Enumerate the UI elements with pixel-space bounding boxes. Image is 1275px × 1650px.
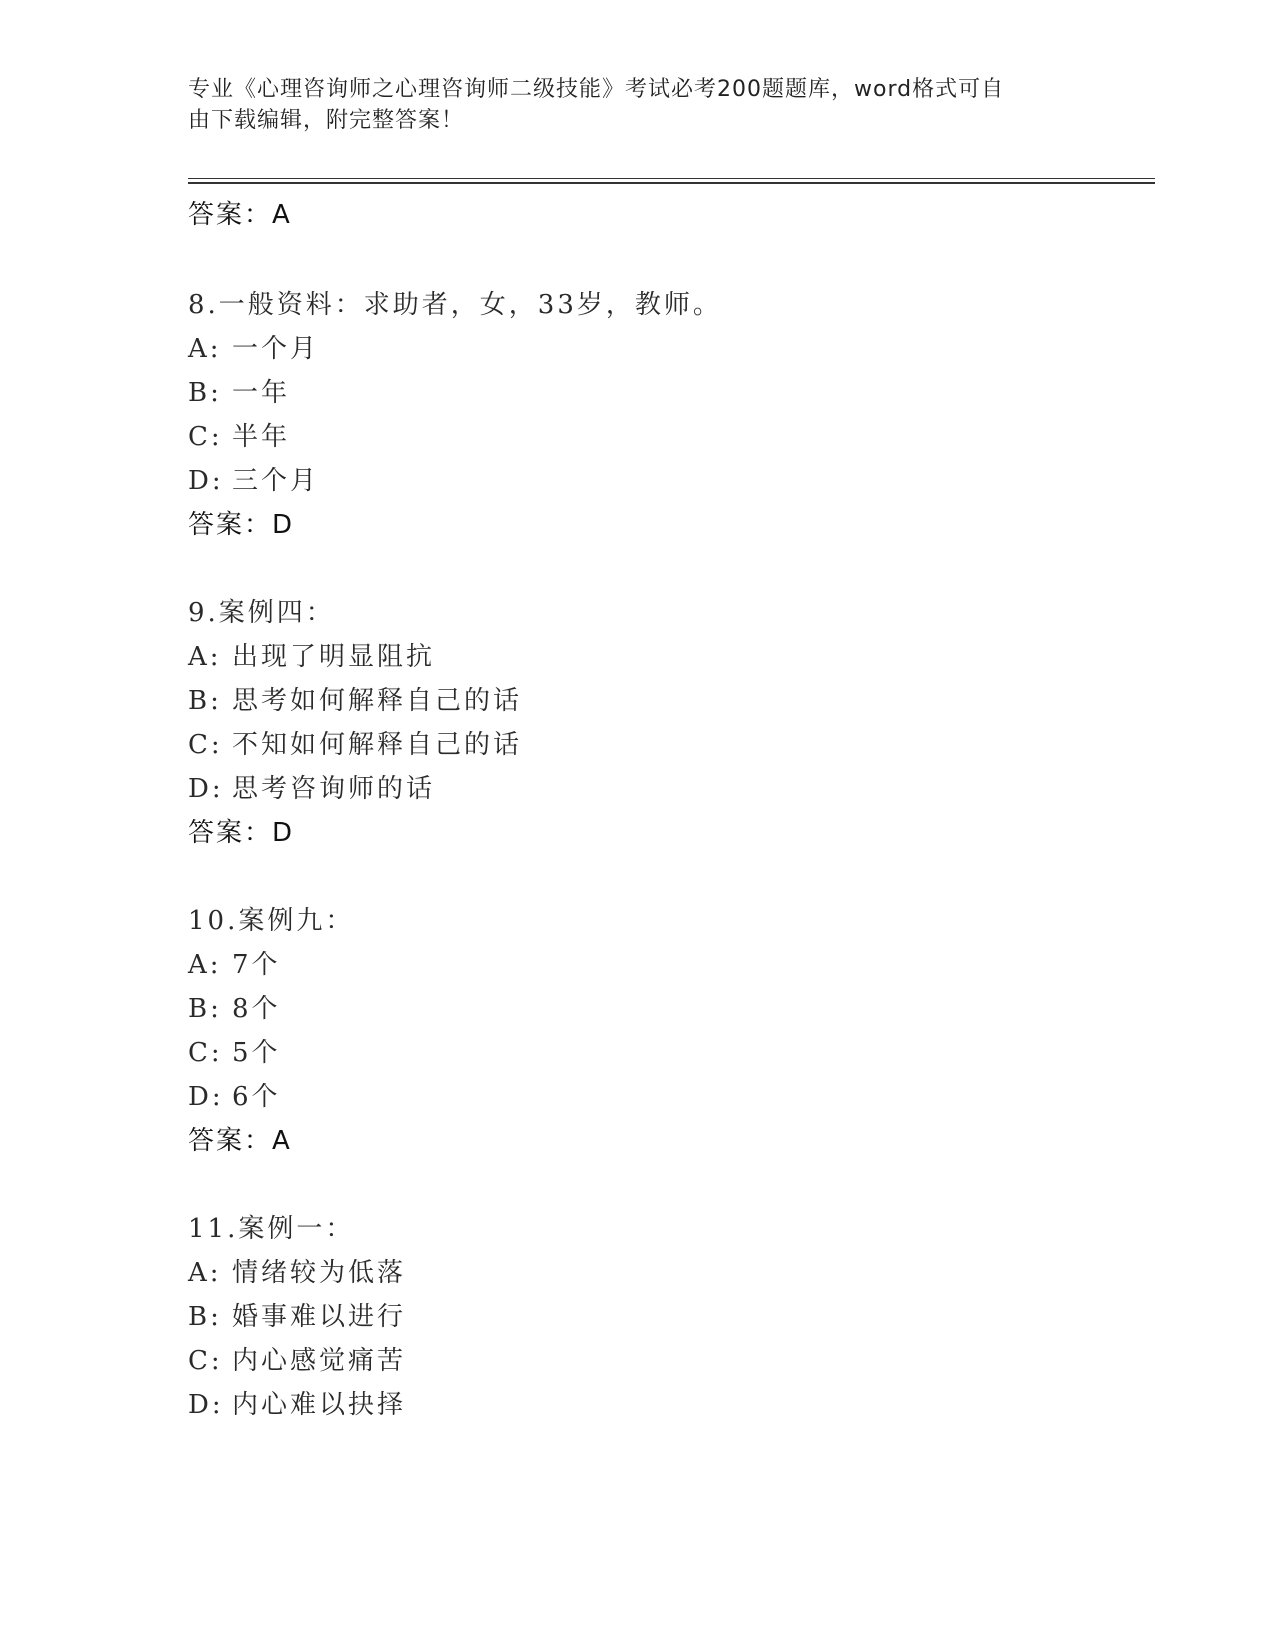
question-11-option-c — [188, 1340, 406, 1377]
option-label: B: — [188, 378, 222, 408]
option-text: 6个 — [232, 1082, 281, 1112]
document-header — [188, 74, 1068, 136]
question-11-option-b — [188, 1296, 406, 1333]
option-label: C: — [188, 1346, 223, 1376]
question-10-option-a — [188, 944, 281, 981]
option-text: 7个 — [232, 950, 281, 980]
question-10-answer: 答案：A — [188, 1126, 292, 1156]
option-label: C: — [188, 1038, 223, 1068]
option-text: 8个 — [232, 994, 281, 1024]
question-9-option-d — [188, 768, 435, 805]
option-text: 婚事难以进行 — [232, 1302, 407, 1332]
question-8-option-b — [188, 372, 290, 409]
option-text: 一个月 — [232, 334, 320, 364]
option-label: A: — [188, 642, 222, 672]
question-10-option-c — [188, 1032, 281, 1069]
option-text: 不知如何解释自己的话 — [232, 730, 523, 760]
question-10-option-b — [188, 988, 281, 1025]
question-9-answer: 答案：D — [188, 818, 295, 848]
question-8-answer: 答案：D — [188, 510, 295, 540]
option-text: 思考咨询师的话 — [232, 774, 436, 804]
question-9-option-c — [188, 724, 522, 761]
option-label: A: — [188, 334, 222, 364]
option-label: C: — [188, 422, 223, 452]
option-text: 内心难以抉择 — [232, 1390, 407, 1420]
question-8-stem: 8.一般资料：求助者，女，33岁，教师。 — [188, 290, 722, 320]
option-text: 半年 — [232, 422, 291, 452]
option-text: 思考如何解释自己的话 — [232, 686, 523, 716]
option-label: C: — [188, 730, 223, 760]
option-label: D: — [188, 1390, 224, 1420]
question-9-option-b — [188, 680, 522, 717]
header-divider-thick — [188, 182, 1155, 184]
question-8-option-c — [188, 416, 290, 453]
question-10-option-d — [188, 1076, 281, 1113]
header-line-2: 由下载编辑，附完整答案！ — [188, 108, 465, 133]
option-text: 内心感觉痛苦 — [232, 1346, 407, 1376]
option-label: A: — [188, 1258, 222, 1288]
question-10-stem: 10.案例九： — [188, 906, 355, 936]
option-text: 情绪较为低落 — [232, 1258, 407, 1288]
option-label: D: — [188, 774, 224, 804]
question-9-option-a — [188, 636, 435, 673]
option-text: 5个 — [232, 1038, 281, 1068]
option-label: B: — [188, 994, 222, 1024]
option-label: D: — [188, 1082, 224, 1112]
option-label: A: — [188, 950, 222, 980]
header-divider — [188, 178, 1155, 179]
option-text: 三个月 — [232, 466, 320, 496]
question-9-stem: 9.案例四： — [188, 598, 335, 628]
option-label: B: — [188, 686, 222, 716]
question-11-option-a — [188, 1252, 406, 1289]
previous-answer: 答案：A — [188, 200, 292, 230]
option-text: 一年 — [232, 378, 291, 408]
header-line-1: 专业《心理咨询师之心理咨询师二级技能》考试必考200题题库，word格式可自 — [188, 77, 1005, 102]
option-text: 出现了明显阻抗 — [232, 642, 436, 672]
question-11-option-d — [188, 1384, 406, 1421]
question-8-option-d — [188, 460, 319, 497]
option-label: D: — [188, 466, 224, 496]
question-8-option-a — [188, 328, 319, 365]
question-11-stem: 11.案例一： — [188, 1214, 355, 1244]
option-label: B: — [188, 1302, 222, 1332]
